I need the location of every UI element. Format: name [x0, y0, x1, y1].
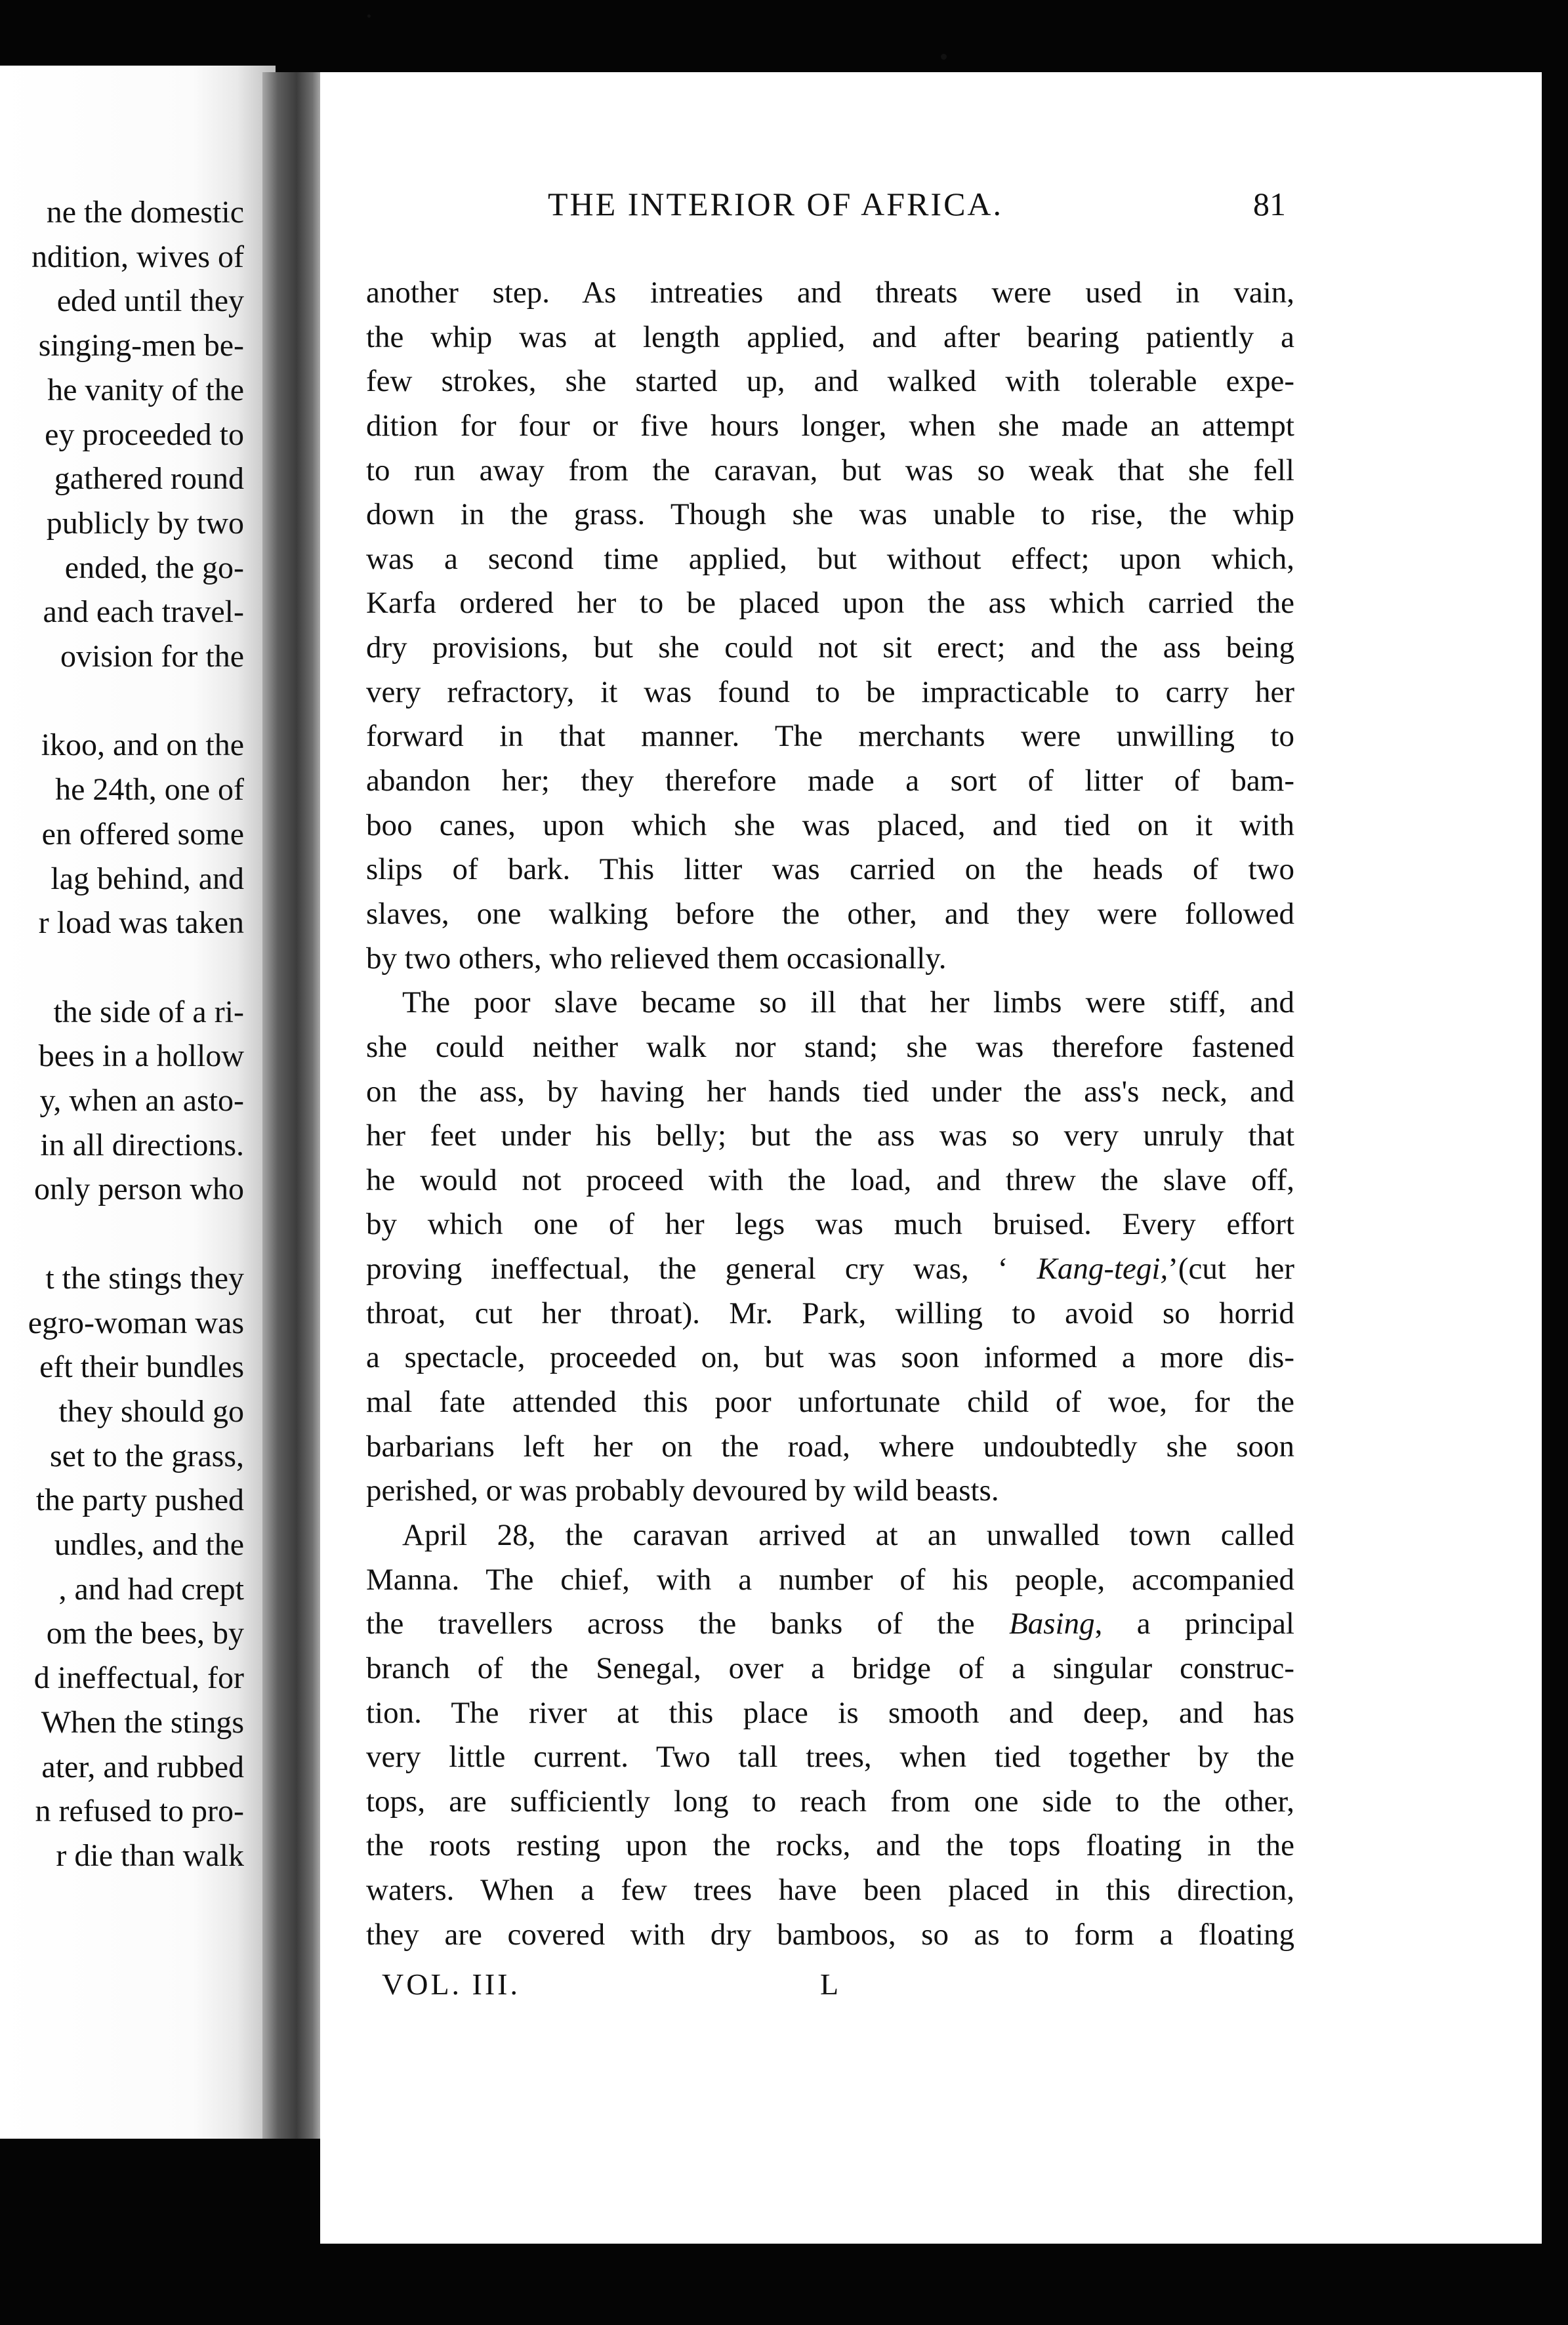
text-line: to run away from the caravan, but was so weak that she fell [366, 453, 1294, 487]
left-page-line: lag behind, and [51, 861, 244, 896]
text-line: barbarians left her on the road, where undoubtedly she soon [366, 1429, 1294, 1464]
text-line: waters. When a few trees have been placed in this direction, [366, 1873, 1294, 1908]
text-line: the travellers across the banks of the Basing, a principal [366, 1607, 1294, 1641]
left-page-line: n refused to pro- [35, 1794, 244, 1829]
left-page-line: set to the grass, [50, 1438, 244, 1473]
left-page-line: ended, the go- [64, 550, 244, 585]
text-line: throat, cut her throat). Mr. Park, willing to avoid so horrid [366, 1296, 1294, 1330]
text-line: Karfa ordered her to be placed upon the ass which carried the [366, 586, 1294, 621]
running-head [548, 185, 1286, 231]
text-line: was a second time applied, but without effect; upon which, [366, 541, 1294, 576]
text-line: her feet under his belly; but the ass was so very unruly that [366, 1119, 1294, 1153]
left-page-line: eded until they [56, 283, 244, 319]
left-page-line: he vanity of the [47, 372, 244, 407]
left-page-line: en offered some [41, 816, 244, 852]
text-line: by which one of her legs was much bruised. Every effort [366, 1207, 1294, 1242]
text-line: forward in that manner. The merchants were unwilling to [366, 719, 1294, 754]
left-page-text [0, 190, 244, 1878]
left-page-line: they should go [58, 1393, 244, 1429]
left-page-line: eft their bundles [39, 1349, 244, 1385]
left-page-line: in all directions. [40, 1127, 244, 1162]
text-line: the roots resting upon the rocks, and the tops floating in the [366, 1828, 1294, 1863]
left-page-line: egro-woman was [28, 1305, 244, 1340]
left-page-line: y, when an asto- [39, 1083, 244, 1119]
left-page-line: gathered round [54, 461, 244, 497]
text-line: a spectacle, proceeded on, but was soon informed a more dis- [366, 1340, 1294, 1375]
text-line: dition for four or five hours longer, when she made an attempt [366, 408, 1294, 443]
left-page-line: and each travel- [43, 594, 244, 630]
left-page-line: undles, and the [54, 1527, 244, 1563]
left-page-line: ey proceeded to [45, 417, 244, 452]
left-page-line [0, 679, 244, 724]
text-line: tops, are sufficiently long to reach from one side to the other, [366, 1784, 1294, 1819]
text-line: another step. As intreaties and threats were used in vain, [366, 276, 1294, 310]
text-line: The poor slave became so ill that her limbs were stiff, and [402, 985, 1294, 1020]
running-title: THE INTERIOR OF AFRICA. [548, 186, 1004, 222]
text-line: slips of bark. This litter was carried on the heads of two [366, 852, 1294, 887]
left-page-line: r die than walk [56, 1838, 244, 1873]
left-page-line: publicly by two [46, 505, 244, 541]
text-line: by two others, who relieved them occasionally. [366, 941, 947, 976]
text-line: tion. The river at this place is smooth and deep, and has [366, 1695, 1294, 1730]
text-line: mal fate attended this poor unfortunate child of woe, for the [366, 1385, 1294, 1420]
text-line: boo canes, upon which she was placed, and tied on it with [366, 808, 1294, 842]
left-page-line: the side of a ri- [53, 994, 244, 1029]
text-line: proving ineffectual, the general cry was, ‘ Kang-tegi,’(cut her [366, 1252, 1294, 1286]
left-page-line [0, 1212, 244, 1256]
text-line: the whip was at length applied, and after bearing patiently a [366, 319, 1294, 354]
page-footer [382, 1967, 841, 2013]
volume-label: VOL. III. [382, 1967, 520, 2001]
left-page-line: , and had crept [58, 1571, 244, 1607]
text-line: they are covered with dry bamboos, so as to form a floating [366, 1917, 1294, 1952]
text-line: he would not proceed with the load, and threw the slave off, [366, 1162, 1294, 1197]
left-page-line: he 24th, one of [55, 772, 244, 808]
left-page-line: the party pushed [35, 1483, 244, 1518]
text-line: down in the grass. Though she was unable to rise, the whip [366, 497, 1294, 532]
ink-speck [367, 14, 371, 18]
left-page-line: ovision for the [60, 639, 244, 674]
text-line: few strokes, she started up, and walked with tolerable expe- [366, 364, 1294, 399]
left-page-line: singing-men be- [38, 328, 244, 363]
left-page-line: only person who [34, 1172, 244, 1207]
body-text [366, 271, 1294, 1957]
left-page-line: om the bees, by [46, 1616, 244, 1651]
left-page-line: r load was taken [38, 905, 244, 941]
left-page-line [0, 945, 244, 990]
text-line: branch of the Senegal, over a bridge of a singular construc- [366, 1651, 1294, 1685]
left-page-line: When the stings [41, 1704, 244, 1740]
text-line: she could neither walk nor stand; she was therefore fastened [366, 1029, 1294, 1064]
signature-mark: L [820, 1967, 839, 2001]
text-line: perished, or was probably devoured by wild beasts. [366, 1473, 999, 1508]
left-page-line: t the stings they [45, 1260, 244, 1296]
left-page-line: ne the domestic [46, 195, 244, 230]
text-line: slaves, one walking before the other, and they were followed [366, 896, 1294, 931]
ink-speck [941, 54, 947, 60]
left-page-line: bees in a hollow [38, 1039, 244, 1074]
text-line: dry provisions, but she could not sit erect; and the ass being [366, 630, 1294, 665]
left-page-line: d ineffectual, for [33, 1660, 244, 1696]
left-page-line: ikoo, and on the [41, 728, 244, 763]
text-line: April 28, the caravan arrived at an unwalled town called [402, 1517, 1294, 1552]
book-gutter [262, 72, 325, 2139]
text-line: Manna. The chief, with a number of his people, accompanied [366, 1562, 1294, 1597]
text-line: on the ass, by having her hands tied under the ass's neck, and [366, 1074, 1294, 1109]
left-page-line: ndition, wives of [31, 239, 244, 274]
text-line: very little current. Two tall trees, when tied together by the [366, 1740, 1294, 1775]
text-line: very refractory, it was found to be impracticable to carry her [366, 674, 1294, 709]
left-page-line: ater, and rubbed [41, 1749, 244, 1784]
text-line: abandon her; they therefore made a sort of litter of bam- [366, 764, 1294, 798]
page-number: 81 [1253, 186, 1286, 222]
